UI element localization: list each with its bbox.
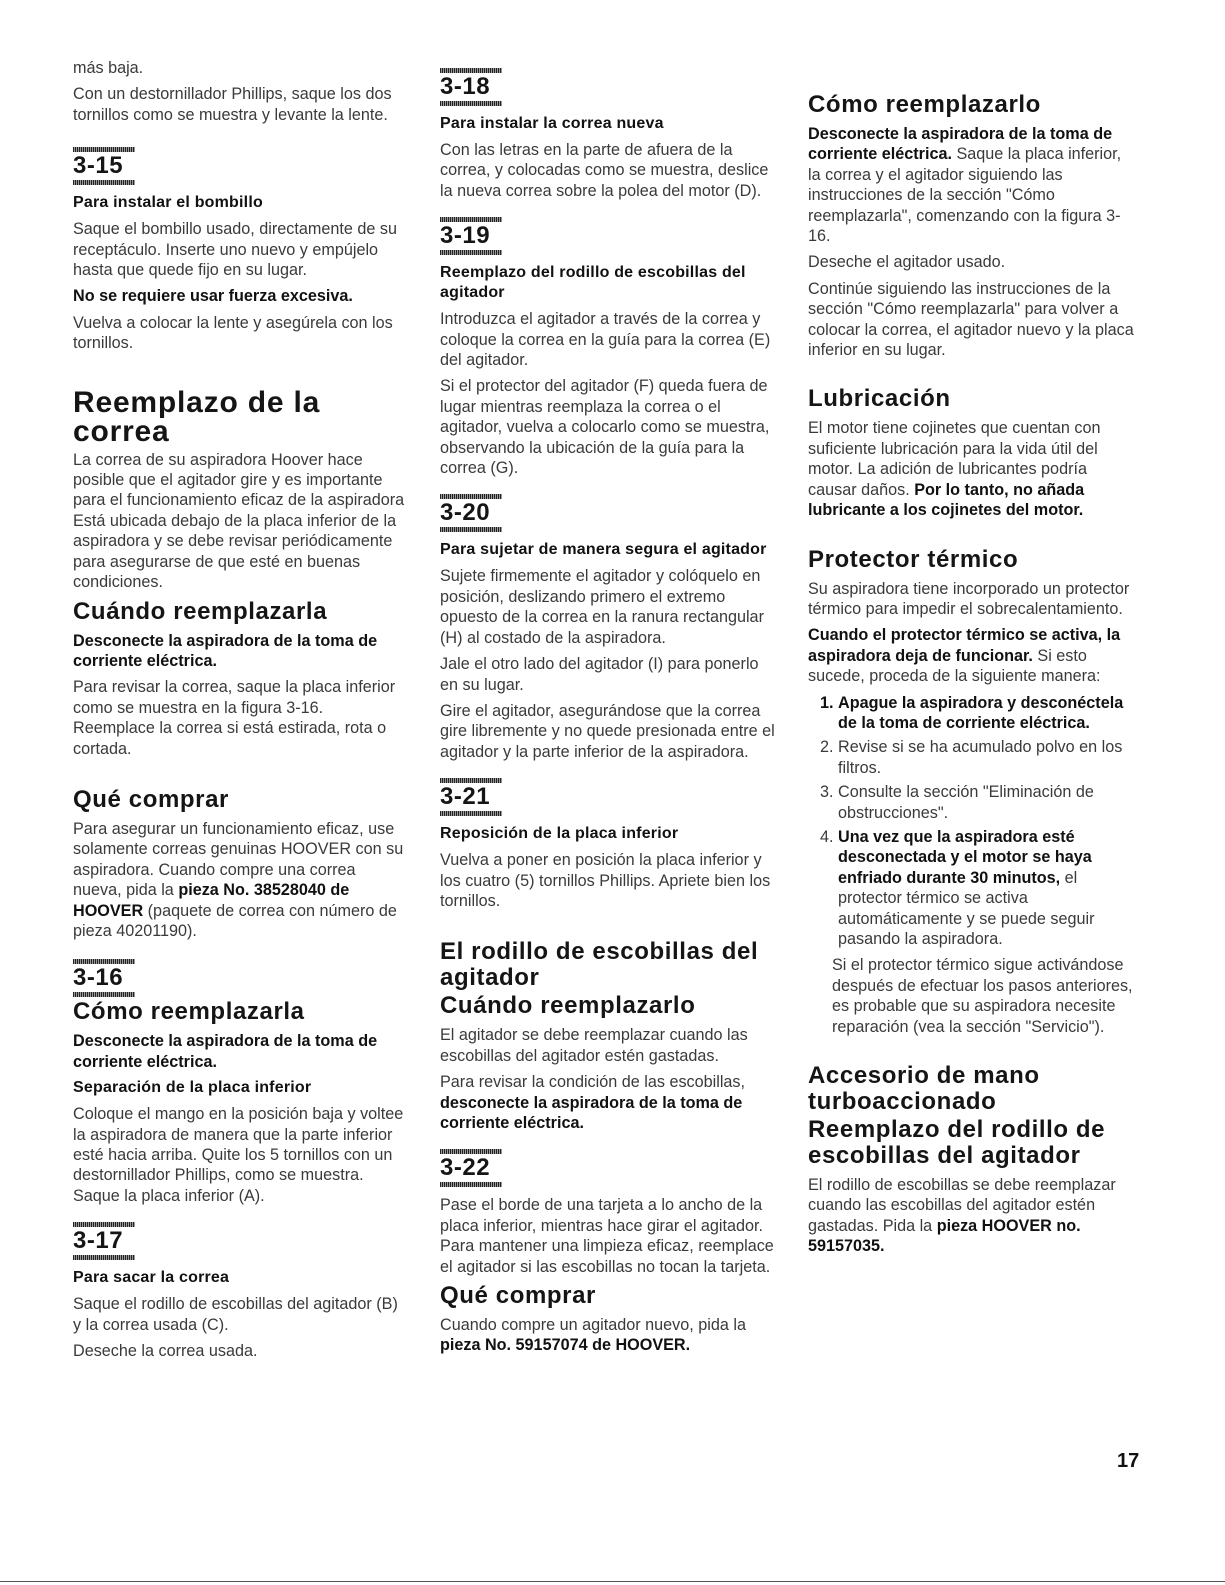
section-title: Reemplazo de la correa xyxy=(73,385,321,448)
list-item: 1. Apague la aspiradora y desconéctela de la toma de corriente eléctrica. xyxy=(838,693,1138,734)
figure-label: 3-19 xyxy=(440,217,502,255)
paragraph: Saque el bombillo usado, directamente de su receptáculo. Inserte uno nuevo y empújelo hasta que quede fijo en su lugar. xyxy=(73,220,397,280)
list-item: 4. Una vez que la aspiradora esté desconectada y el motor se haya enfriado durante 30 minutos, el protector térmico se activa automáticamente y se puede seguir pasando la aspiradora. xyxy=(838,827,1138,949)
paragraph: Para asegurar un funcionamiento eficaz, use solamente correas genuinas HOOVER con su aspiradora. Cuando compre una correa nueva, pida la pieza No. 38528040 de HOOVER (paquete de correa con número de pieza 40201190). xyxy=(73,819,404,940)
subheading: Para instalar el bombillo xyxy=(73,194,263,212)
figure-label: 3-20 xyxy=(440,494,502,532)
figure-label: 3-18 xyxy=(440,68,502,106)
paragraph: Coloque el mango en la posición baja y voltee la aspiradora de manera que la parte inferior esté hacia arriba. Quite los 5 tornillos con un destornillador Phillips, como se muestra. Saque la placa inferior (A). xyxy=(73,1105,404,1205)
paragraph: Saque el rodillo de escobillas del agitador (B) y la correa usada (C). xyxy=(73,1295,398,1334)
section-heading: Qué comprar xyxy=(440,1282,596,1309)
bold-note: Desconecte la aspiradora de la toma de corriente eléctrica. xyxy=(73,631,378,670)
figure-label: 3-22 xyxy=(440,1149,502,1187)
paragraph: Introduzca el agitador a través de la correa y coloque la correa en la guía para la correa (E) del agitador. xyxy=(440,310,771,370)
subheading: Separación de la placa inferior xyxy=(73,1079,312,1097)
paragraph: Su aspiradora tiene incorporado un protector térmico para impedir el sobrecalentamiento. xyxy=(808,579,1130,618)
paragraph: El agitador se debe reemplazar cuando las escobillas del agitador estén gastadas. xyxy=(440,1026,748,1065)
subheading: Para sacar la correa xyxy=(73,1269,230,1287)
figure-label: 3-17 xyxy=(73,1222,135,1260)
list-item: 2. Revise si se ha acumulado polvo en los filtros. xyxy=(838,737,1138,778)
section-heading: Protector térmico xyxy=(808,545,1019,573)
paragraph: El rodillo de escobillas se debe reemplazar cuando las escobillas del agitador estén gastadas. Pida la pieza HOOVER no. 59157035. xyxy=(808,1176,1116,1256)
subheading: Para instalar la correa nueva xyxy=(440,115,664,132)
section-heading: Cómo reemplazarla xyxy=(73,998,305,1026)
paragraph: Continúe siguiendo las instrucciones de la sección "Cómo reemplazarla" para volver a colocar la correa, el agitador nuevo y la placa inferior en su lugar. xyxy=(808,279,1134,360)
paragraph: Pase el borde de una tarjeta a lo ancho de la placa inferior, mientras hace girar el agitador. Para mantener una limpieza eficaz, reemplace el agitador si las escobillas no tocan la tarjeta. xyxy=(440,1196,774,1276)
subheading: Reposición de la placa inferior xyxy=(440,825,679,843)
list-item: 3. Consulte la sección "Eliminación de obstrucciones". xyxy=(838,782,1138,823)
bold-note: No se requiere usar fuerza excesiva. xyxy=(73,287,353,306)
column-left xyxy=(73,58,408,1367)
page-bottom-rule xyxy=(0,1581,1225,1582)
paragraph: Si el protector térmico sigue activándose después de efectuar los pasos anteriores, es probable que su aspiradora necesite reparación (vea la sección "Servicio"). xyxy=(832,956,1133,1036)
section-title: El rodillo de escobillas del agitador xyxy=(440,938,759,992)
paragraph: Deseche la correa usada. xyxy=(73,1342,258,1361)
paragraph: Cuando el protector térmico se activa, la aspiradora deja de funcionar. Si esto sucede, proceda de la siguiente manera: xyxy=(808,626,1121,686)
steps-list xyxy=(808,693,1138,950)
paragraph: Vuelva a poner en posición la placa inferior y los cuatro (5) tornillos Phillips. Apriete bien los tornillos. xyxy=(440,851,771,910)
section-heading: Cuándo reemplazarla xyxy=(73,597,328,625)
paragraph: Para revisar la condición de las escobillas, desconecte la aspiradora de la toma de corriente eléctrica. xyxy=(440,1073,746,1132)
page-number: 17 xyxy=(1117,1450,1140,1472)
section-title: Accesorio de mano turboaccionado xyxy=(808,1062,1040,1116)
column-right xyxy=(808,92,1138,1263)
paragraph: La correa de su aspiradora Hoover hace posible que el agitador gire y es importante para el funcionamiento eficaz de la aspiradora Está ubicada debajo de la placa inferior de la aspiradora y se debe revisar periódicamente para asegurarse de que esté en buenas condiciones. xyxy=(73,450,405,592)
paragraph: Con un destornillador Phillips, saque los dos tornillos como se muestra y levante la lente. xyxy=(73,85,392,124)
section-heading: Cómo reemplazarlo xyxy=(808,91,1041,118)
figure-label: 3-15 xyxy=(73,147,135,185)
paragraph: Sujete firmemente el agitador y colóquelo en posición, deslizando primero el extremo opuesto de la correa en la ranura rectangular (H) al costado de la aspiradora. xyxy=(440,567,764,647)
paragraph: El motor tiene cojinetes que cuentan con suficiente lubricación para la vida útil del motor. La adición de lubricantes podría causar daños. Por lo tanto, no añada lubricante a los cojinetes del motor. xyxy=(808,419,1101,520)
section-heading: Lubricación xyxy=(808,385,951,413)
figure-label: 3-21 xyxy=(440,778,502,816)
paragraph: Jale el otro lado del agitador (I) para ponerlo en su lugar. xyxy=(440,655,759,694)
section-heading: Qué comprar xyxy=(73,785,229,813)
paragraph: Deseche el agitador usado. xyxy=(808,253,1006,272)
paragraph: Si el protector del agitador (F) queda fuera de lugar mientras reemplaza la correa o el agitador, vuelva a colocarlo como se muestra, observando la ubicación de la guía para la correa (G). xyxy=(440,377,770,478)
paragraph: más baja. xyxy=(73,59,144,77)
paragraph: Vuelva a colocar la lente y asegúrela con los tornillos. xyxy=(73,313,393,353)
subheading: Para sujetar de manera segura el agitador xyxy=(440,541,767,559)
section-heading: Reemplazo del rodillo de escobillas del agitador xyxy=(808,1116,1106,1170)
figure-label: 3-16 xyxy=(73,959,135,997)
column-middle xyxy=(440,68,775,1362)
paragraph: Con las letras en la parte de afuera de la correa, y colocadas como se muestra, deslice la nueva correa sobre la polea del motor (D). xyxy=(440,141,769,200)
paragraph: Gire el agitador, asegurándose que la correa gire libremente y no quede presionada entre el agitador y la parte inferior de la aspiradora. xyxy=(440,701,775,761)
bold-note: Desconecte la aspiradora de la toma de corriente eléctrica. xyxy=(73,1032,378,1071)
paragraph: Desconecte la aspiradora de la toma de corriente eléctrica. Saque la placa inferior, la correa y el agitador siguiendo las instrucciones de la sección "Cómo reemplazarla", comenzando con la figura 3-16. xyxy=(808,125,1122,246)
paragraph: Para revisar la correa, saque la placa inferior como se muestra en la figura 3-16. Reemplace la correa si está estirada, rota o cortada. xyxy=(73,678,396,758)
paragraph: Cuando compre un agitador nuevo, pida la pieza No. 59157074 de HOOVER. xyxy=(440,1316,746,1355)
section-heading: Cuándo reemplazarlo xyxy=(440,992,696,1020)
subheading: Reemplazo del rodillo de escobillas del agitador xyxy=(440,264,746,302)
